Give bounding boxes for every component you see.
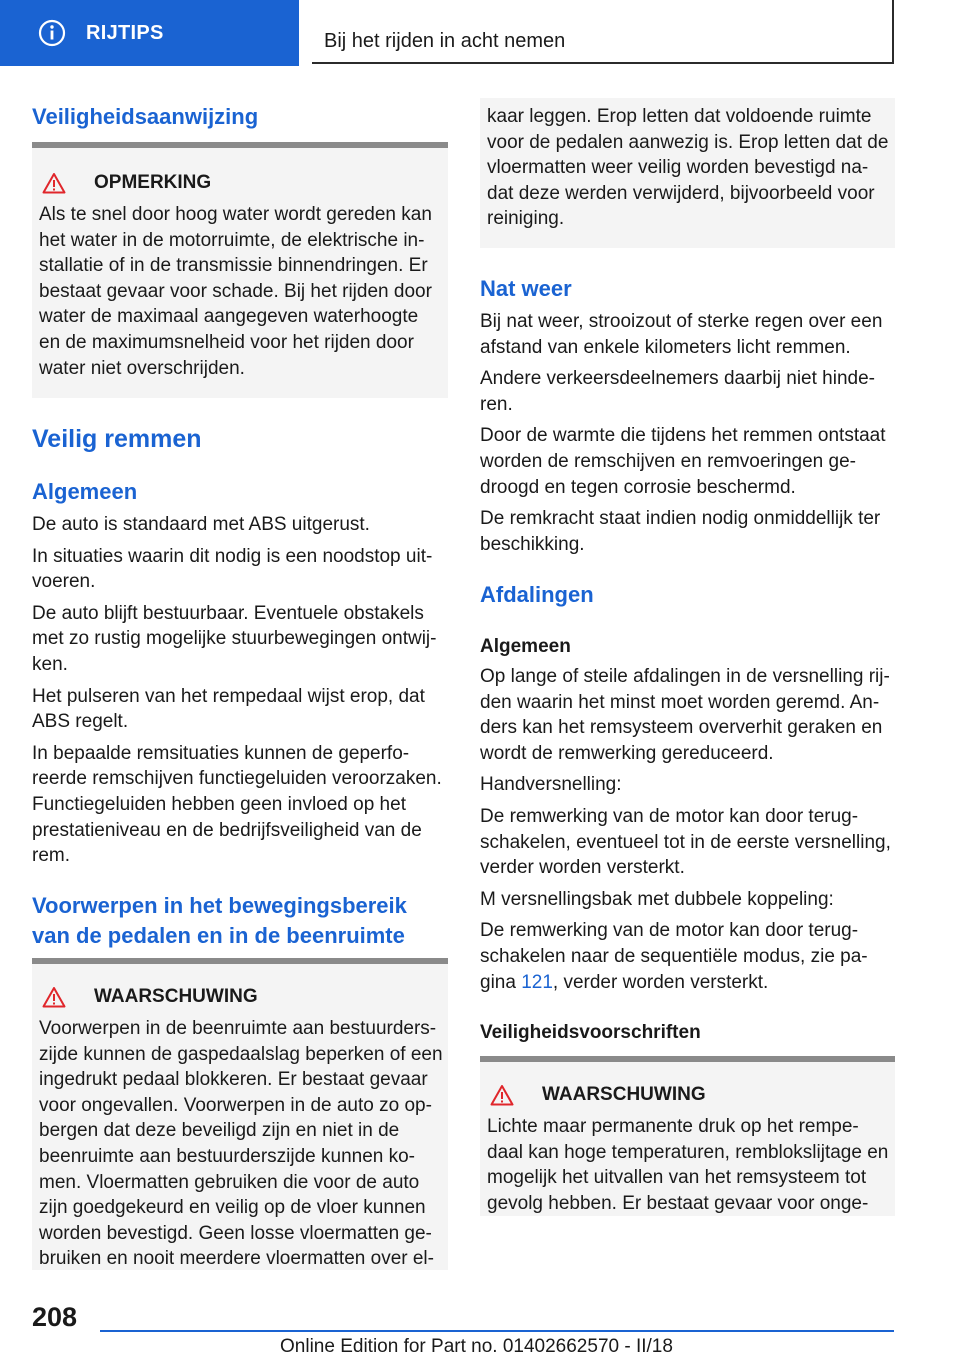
text-line: worden de remschijven en remvoeringen ge- (480, 450, 856, 472)
text-line: In situaties waarin dit nodig is een noodstop uit- (32, 545, 433, 567)
text-line: Door de warmte die tijdens het remmen ontstaat (480, 425, 886, 447)
text-line: De auto is standaard met ABS uitgerust. (32, 514, 370, 535)
text-line: daal kan hoge temperaturen, remblokslijtage en (487, 1141, 889, 1163)
paragraph (480, 423, 900, 500)
warning-box (480, 1056, 895, 1216)
text-line: zijn goedgekeurd en veilig op de vloer kunnen (39, 1197, 426, 1219)
chapter-header (312, 0, 894, 64)
text-line: zijde kunnen de gaspedaalslag beperken of een (39, 1043, 443, 1065)
paragraph (480, 804, 900, 881)
note-label: OPMERKING (94, 172, 212, 193)
text-line: kaar leggen. Erop letten dat voldoende ruimte (487, 106, 872, 127)
descent-text (480, 664, 900, 995)
warning-triangle-icon (490, 1084, 514, 1106)
text-line: voeren. (32, 571, 96, 593)
chapter-title: Bij het rijden in acht nemen (324, 30, 566, 52)
text-line: Voorwerpen in de beenruimte aan bestuurders- (39, 1018, 437, 1039)
warning-label: WAARSCHUWING (94, 986, 258, 1007)
heading-descent: Afdalingen (480, 582, 594, 607)
text-line: In bepaalde remsituaties kunnen de geperfo- (32, 742, 410, 764)
text-line: Als te snel door hoog water wordt gereden kan (39, 204, 432, 225)
heading-wet: Nat weer (480, 276, 572, 301)
wet-text (480, 309, 900, 557)
text-line: De remwerking van de motor kan door terug- (480, 920, 859, 942)
section-tab (0, 0, 299, 66)
warning-text (32, 1008, 448, 1272)
paragraph (480, 664, 900, 766)
heading-general: Algemeen (32, 479, 138, 504)
text-line: reiniging. (487, 208, 565, 230)
text-line: ABS regelt. (32, 711, 129, 733)
page-number: 208 (32, 1302, 78, 1332)
paragraph (32, 684, 452, 735)
paragraph (480, 366, 900, 417)
text-line: Functiegeluiden hebben geen invloed op het (32, 793, 406, 815)
paragraph (480, 887, 900, 913)
section-label: RIJTIPS (86, 21, 164, 44)
text-line: bruiken en nooit meerdere vloermatten over el- (39, 1248, 434, 1270)
text-line: De remkracht staat indien nodig onmiddellijk ter (480, 508, 881, 530)
text-line: dat deze werden verwijderd, bijvoorbeeld voor (487, 182, 875, 204)
text-line: worden bevestigd. Geen losse vloermatten ge- (39, 1222, 432, 1244)
text-line: voor ongevallen. Voorwerpen in de auto zo op- (39, 1094, 432, 1116)
text-line: voor de pedalen aanwezig is. Erop letten dat de (487, 131, 889, 153)
paragraph (480, 506, 900, 557)
paragraph (32, 544, 452, 595)
text-line: rem. (32, 845, 70, 867)
text-line: schakelen naar de sequentiële modus, zie pa- (480, 945, 868, 967)
info-icon (38, 19, 66, 47)
paragraph (480, 918, 900, 995)
text-span: , verder worden versterkt. (552, 971, 769, 993)
text-line: reerde remschijven functiegeluiden veroorzaken. (32, 768, 442, 790)
text-line: Lichte maar permanente druk op het rempe- (487, 1116, 859, 1137)
warning-box-continued (480, 98, 895, 248)
text-line: ken. (32, 653, 68, 675)
text-line: men. Vloermatten gebruiken die voor de auto (39, 1171, 420, 1193)
text-line: water niet overschrijden. (39, 357, 245, 379)
text-line: Het pulseren van het rempedaal wijst erop, dat (32, 685, 425, 707)
warning-header (32, 986, 448, 1008)
text-line: De auto blijft bestuurbaar. Eventuele obstakels (32, 602, 424, 624)
text-line: mogelijk het uitvallen van het remsysteem tot (487, 1167, 867, 1189)
text-line: droogd en tegen corrosie beschermd. (480, 476, 796, 498)
heading-line: Voorwerpen in het bewegingsbereik (32, 893, 407, 918)
note-text (32, 194, 448, 381)
page-reference-link[interactable]: 121 (521, 971, 553, 993)
text-line: den waarin het minst moet worden geremd. An- (480, 691, 880, 713)
heading-line: van de pedalen en in de beenruimte (32, 923, 405, 948)
text-line: gevolg hebben. Er bestaat gevaar voor onge- (487, 1192, 869, 1214)
text-line: schakelen, eventueel tot in de eerste versnelling, (480, 831, 891, 853)
text-line: Op lange of steile afdalingen in de versnelling rij- (480, 666, 890, 687)
note-box (32, 142, 448, 398)
warning-triangle-icon (42, 986, 66, 1008)
text-line: stallatie of in de transmissie binnendringen. Er (39, 255, 428, 277)
note-header (32, 172, 448, 194)
text-line: wordt de remwerking gereduceerd. (480, 742, 774, 764)
text-line: ders kan het remsysteem oververhit geraken en (480, 717, 883, 739)
heading-rules: Veiligheidsvoorschriften (480, 1022, 701, 1043)
warning-label: WAARSCHUWING (542, 1084, 706, 1105)
text-line: Andere verkeersdeelnemers daarbij niet hinde- (480, 368, 876, 390)
text-line: en de maximumsnelheid voor het rijden door (39, 331, 414, 353)
text-line: ingedrukt pedaal blokkeren. Er bestaat gevaar (39, 1069, 428, 1091)
text-line: bergen dat deze beveiligd zijn en niet in de (39, 1120, 400, 1142)
text-line: verder worden versterkt. (480, 857, 685, 879)
warning-text (480, 98, 895, 232)
text-line: het water in de motorruimte, de elektrische in- (39, 229, 425, 251)
heading-brake: Veilig remmen (32, 425, 202, 453)
text-line: ren. (480, 393, 513, 415)
text-line: met zo rustig mogelijke stuurbewegingen ontwij- (32, 628, 437, 650)
paragraph (32, 512, 452, 538)
text-line: Bij nat weer, strooizout of sterke regen over een (480, 311, 883, 332)
text-line: beschikking. (480, 533, 585, 555)
text-line: beenruimte aan bestuurderszijde kunnen ko- (39, 1145, 416, 1167)
paragraph (32, 601, 452, 678)
paragraph (480, 772, 900, 798)
text-line: M versnellingsbak met dubbele koppeling: (480, 888, 834, 910)
heading-objects (32, 891, 462, 951)
heading-general-descent: Algemeen (480, 636, 571, 657)
warning-header (480, 1084, 895, 1106)
text-line: afstand van enkele kilometers licht remmen. (480, 336, 851, 358)
footer-edition: Online Edition for Part no. 01402662570 - II/18 (280, 1336, 673, 1357)
text-line (480, 970, 900, 996)
text-line: water de maximaal aangegeven waterhoogte (39, 306, 419, 328)
text-line: De remwerking van de motor kan door terug- (480, 805, 859, 827)
footer-divider (100, 1330, 894, 1332)
warning-text (480, 1106, 895, 1216)
heading-safety: Veiligheidsaanwijzing (32, 104, 259, 129)
brake-text (32, 512, 452, 869)
text-line: prestatieniveau en de bedrijfsveiligheid van de (32, 819, 422, 841)
paragraph (480, 309, 900, 360)
text-line: Handversnelling: (480, 774, 622, 796)
text-line: vloermatten weer veilig worden bevestigd na- (487, 157, 869, 179)
text-span: gina (480, 971, 522, 993)
warning-box (32, 958, 448, 1270)
text-line: bestaat gevaar voor schade. Bij het rijden door (39, 280, 432, 302)
paragraph (32, 741, 452, 869)
warning-triangle-icon (42, 172, 66, 194)
